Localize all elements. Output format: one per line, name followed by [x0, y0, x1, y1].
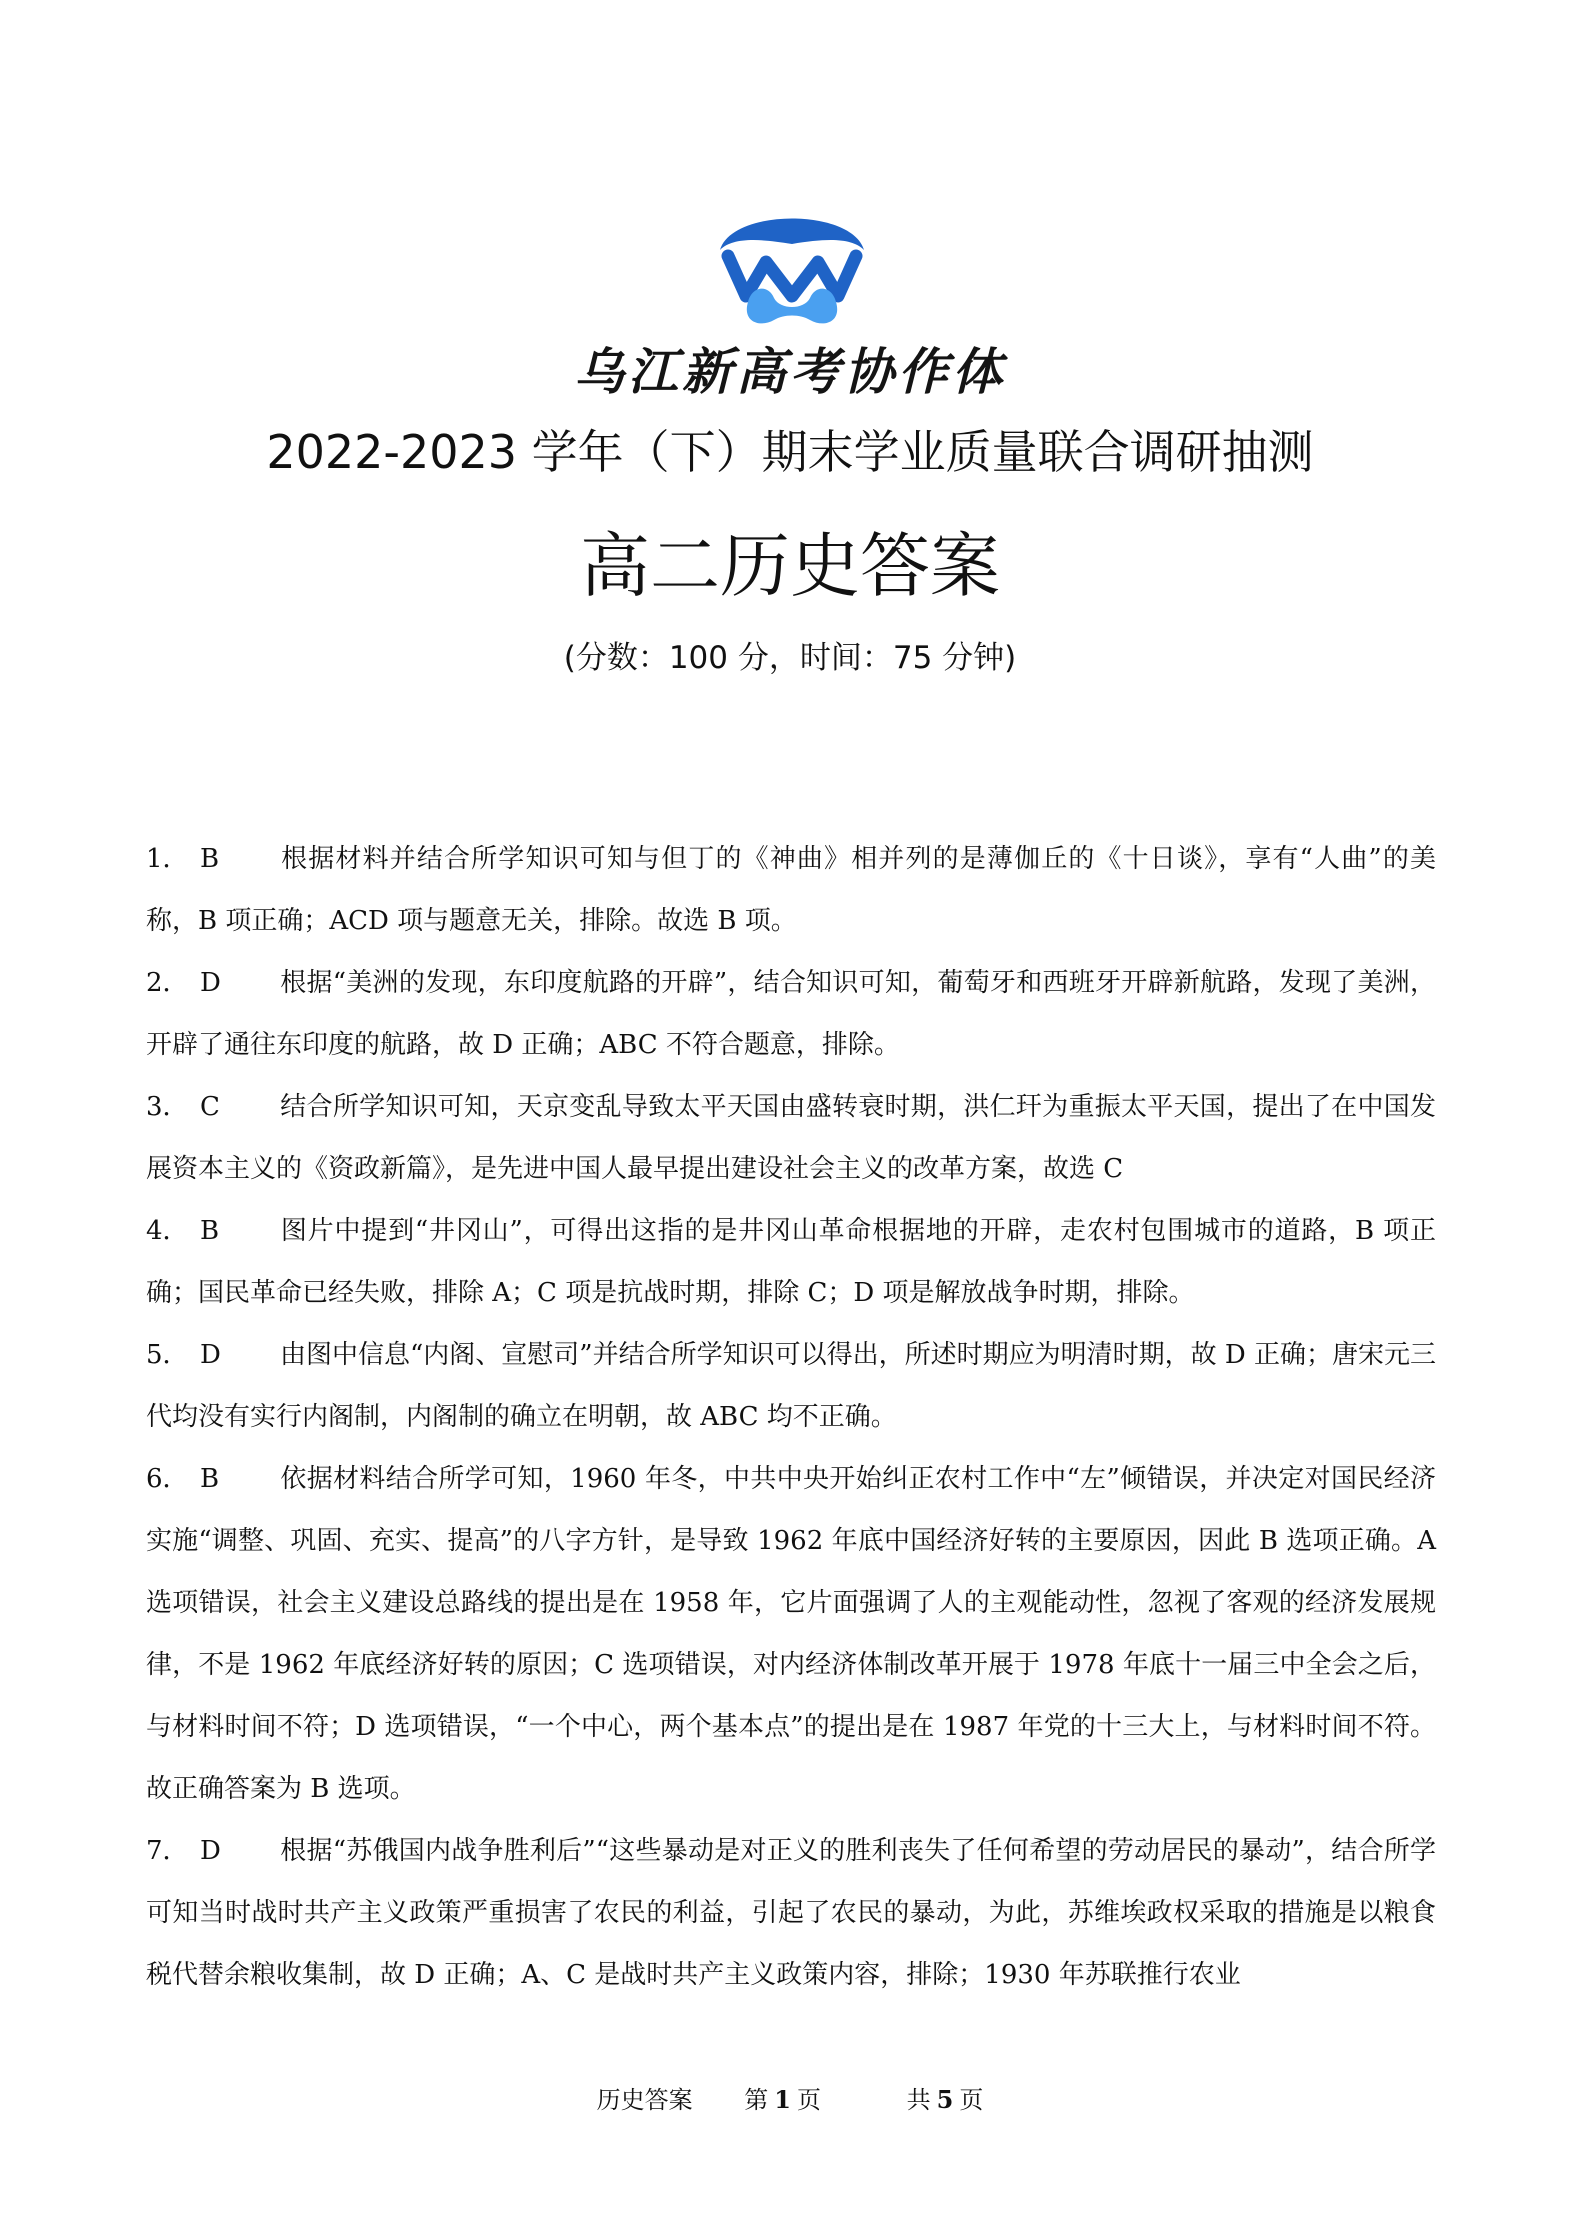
answer-choice: D — [200, 1340, 221, 1370]
footer-total-pages — [907, 2080, 984, 2115]
footer-page-num: 1 — [774, 2085, 791, 2114]
answer-explanation: 根据“苏俄国内战争胜利后”“这些暴动是对正义的胜利丧失了任何希望的劳动居民的暴动”，结合所学可知当时战时共产主义政策严重损害了农民的利益，引起了农民的暴动，为此，苏维埃政权采取的措施是以粮食税代替余粮收集制，故 D 正确；A、C 是战时共产主义政策内容，排除；1930 年苏联推行农业 — [146, 1836, 1436, 1990]
answer-number: 1． — [146, 844, 189, 874]
answer-explanation: 由图中信息“内阁、宣慰司”并结合所学知识可以得出，所述时期应为明清时期，故 D 正确；唐宋元三代均没有实行内阁制，内阁制的确立在明朝，故 ABC 均不正确。 — [146, 1340, 1436, 1432]
answer-choice: B — [200, 1216, 220, 1246]
answer-item — [146, 1076, 1436, 1200]
page-footer — [0, 2080, 1580, 2115]
footer-total-prefix: 共 — [906, 2086, 931, 2114]
exam-info: (分数：100 分，时间：75 分钟) — [563, 640, 1017, 676]
answer-explanation: 根据“美洲的发现，东印度航路的开辟”，结合知识可知，葡萄牙和西班牙开辟新航路，发现了美洲，开辟了通往东印度的航路，故 D 正确；ABC 不符合题意，排除。 — [146, 968, 1436, 1060]
answer-number: 7． — [146, 1836, 189, 1866]
answer-explanation: 根据材料并结合所学知识可知与但丁的《神曲》相并列的是薄伽丘的《十日谈》，享有“人曲”的美称，B 项正确；ACD 项与题意无关，排除。故选 B 项。 — [146, 844, 1436, 936]
footer-page-suffix: 页 — [797, 2086, 821, 2114]
footer-doc-label: 历史答案 — [596, 2086, 693, 2114]
answer-number: 4． — [146, 1216, 189, 1246]
answer-list — [146, 828, 1436, 2006]
answer-explanation: 图片中提到“井冈山”，可得出这指的是井冈山革命根据地的开辟，走农村包围城市的道路，B 项正确；国民革命已经失败，排除 A；C 项是抗战时期，排除 C；D 项是解放战争时期，排除。 — [146, 1216, 1436, 1308]
answer-choice: B — [200, 844, 220, 874]
answer-item — [146, 952, 1436, 1076]
answer-item — [146, 828, 1436, 952]
answer-item — [146, 1448, 1436, 1820]
answer-number: 5． — [146, 1340, 189, 1370]
answer-choice: D — [200, 968, 221, 998]
answer-choice: C — [200, 1092, 220, 1122]
answer-choice: D — [200, 1836, 221, 1866]
footer-page-number — [744, 2080, 821, 2115]
footer-total-num: 5 — [936, 2085, 954, 2114]
document-title: 高二历史答案 — [580, 525, 1000, 607]
answer-number: 3． — [146, 1092, 189, 1122]
footer-page-prefix: 第 — [744, 2086, 769, 2114]
answer-explanation: 依据材料结合所学可知，1960 年冬，中共中央开始纠正农村工作中“左”倾错误，并决定对国民经济实施“调整、巩固、充实、提高”的八字方针，是导致 1962 年底中国经济好转的主要原因，因此 B 选项正确。A 选项错误，社会主义建设总路线的提出是在 1958 年，它片面强调了人的主观能动性，忽视了客观的经济发展规律，不是 1962 年底经济好转的原因；C 选项错误，对内经济体制改革开展于 1978 年底十一届三中全会之后，与材料时间不符；D 选项错误，“一个中心，两个基本点”的提出是在 1987 年党的十三大上，与材料时间不符。故正确答案为 B 选项。 — [146, 1464, 1436, 1804]
answer-number: 6． — [146, 1464, 189, 1494]
answer-number: 2． — [146, 968, 189, 998]
exam-title: 2022-2023 学年（下）期末学业质量联合调研抽测 — [266, 425, 1314, 479]
answer-item — [146, 1324, 1436, 1448]
answer-item — [146, 1200, 1436, 1324]
answer-explanation: 结合所学知识可知，天京变乱导致太平天国由盛转衰时期，洪仁玕为重振太平天国，提出了在中国发展资本主义的《资政新篇》，是先进中国人最早提出建设社会主义的改革方案，故选 C — [146, 1092, 1436, 1184]
answer-item — [146, 1820, 1436, 2006]
wujiang-logo-icon — [716, 210, 868, 328]
organization-name: 乌江新高考协作体 — [574, 343, 1006, 401]
answer-choice: B — [200, 1464, 220, 1494]
footer-total-suffix: 页 — [959, 2086, 984, 2114]
